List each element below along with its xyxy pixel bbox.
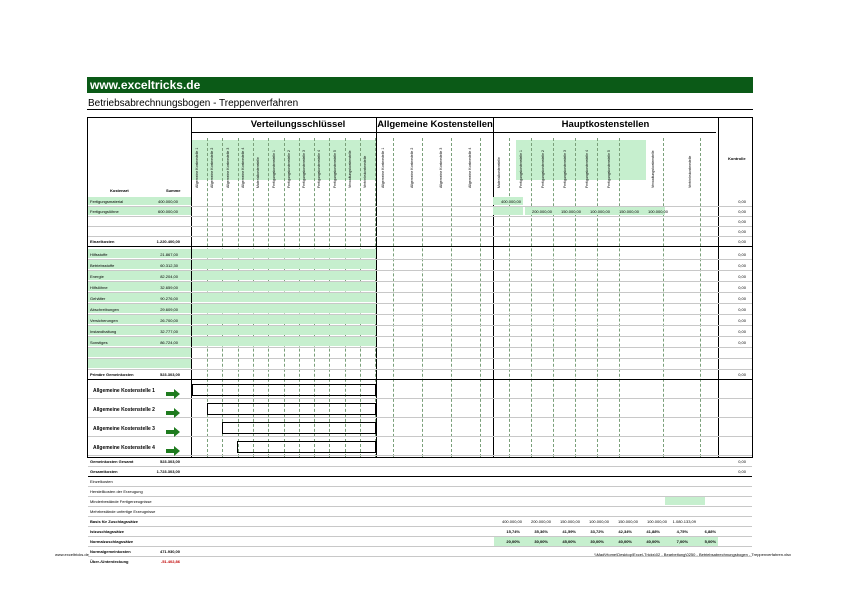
- row-rule: [88, 417, 752, 418]
- kontrolle-cell: 0,00: [738, 372, 746, 377]
- kostenart-label: Instandhaltung: [90, 329, 117, 334]
- ist-cell: 6,88%: [704, 529, 716, 534]
- kontrolle-cell: 0,00: [738, 469, 746, 474]
- row-rule: [88, 466, 752, 467]
- kostenart-label: Sonstiges: [90, 340, 108, 345]
- column-header: Allgemeine Kostenstelle 3: [439, 147, 443, 188]
- input-cell: [192, 304, 376, 313]
- column-header: Allgemeine Kostenstelle 2: [410, 147, 414, 188]
- row-rule: [88, 526, 752, 527]
- column-header: Verwaltungskostenstelle: [348, 150, 352, 188]
- fert-einzel: 200.000,00: [531, 209, 552, 214]
- total-sum: 1.723.303,00: [156, 469, 180, 474]
- section-verteilung: Verteilungsschlüssel: [250, 119, 346, 130]
- total-sum: 523.303,00: [159, 459, 180, 464]
- fert-einzel: 150.000,00: [560, 209, 581, 214]
- stage-label: Allgemeine Kostenstelle 4: [93, 445, 155, 451]
- normal-cell: 20,00%: [506, 539, 520, 544]
- column-gridline: [531, 138, 532, 457]
- kostenart-label: Versicherungen: [90, 318, 118, 323]
- column-header: Fertigungskostenstelle 2: [286, 150, 291, 188]
- kontrolle-cell: 0,00: [738, 329, 746, 334]
- column-header: Allgemeine Kostenstelle 2: [210, 147, 215, 188]
- summe-cell: 32.659,00: [160, 285, 178, 290]
- normal-cell: 7,00%: [676, 539, 688, 544]
- column-gridline: [619, 138, 620, 457]
- input-cell: [192, 282, 376, 291]
- site-banner: www.exceltricks.de: [87, 77, 753, 93]
- arrow-right-icon: [166, 386, 180, 396]
- column-gridline: [597, 138, 598, 457]
- arrow-right-icon: [166, 424, 180, 434]
- total-label: Gesamtkosten: [90, 469, 118, 474]
- stage-label: Allgemeine Kostenstelle 3: [93, 426, 155, 432]
- kostenart-label: Fertigungsmaterial: [90, 199, 124, 204]
- kontrolle-header: Kontrolle: [728, 156, 746, 161]
- kontrolle-cell: 0,00: [738, 219, 746, 224]
- arrow-right-icon: [166, 443, 180, 453]
- column-header: Allgemeine Kostenstelle 1: [381, 147, 385, 188]
- stage-key-box: [237, 441, 376, 453]
- basis-cell: 100.000,00: [646, 519, 667, 524]
- input-cell: [192, 326, 376, 335]
- column-gridline: [663, 138, 664, 457]
- ist-cell: 42,34%: [618, 529, 632, 534]
- fert-einzel: 100.000,00: [647, 209, 668, 214]
- row-rule: [88, 455, 752, 456]
- row-rule: [88, 496, 752, 497]
- column-header: Fertigungskostenstelle 3: [302, 150, 307, 188]
- primaer-sum: 523.303,00: [159, 372, 180, 377]
- title-underline: [87, 109, 753, 110]
- kontrolle-cell: 0,00: [738, 340, 746, 345]
- basis-cell: 100.000,00: [588, 519, 609, 524]
- input-cell: [88, 348, 191, 357]
- page-title: Betriebsabrechnungsbogen - Treppenverfahren: [88, 98, 299, 109]
- row-rule: [88, 506, 752, 507]
- row-rule: [88, 486, 752, 487]
- normalgemein-sum: 471.930,00: [159, 549, 180, 554]
- column-header: Materialkostenstelle: [497, 157, 501, 188]
- kontrolle-cell: 0,00: [738, 209, 746, 214]
- summe-header: Summe: [166, 188, 181, 193]
- kostenart-label: Abschreibungen: [90, 307, 119, 312]
- ueberunter-sum: -51.402,86: [160, 559, 180, 564]
- row-rule: [88, 516, 752, 517]
- column-header: Vertriebskostenstelle: [688, 155, 692, 188]
- row-rule: [88, 546, 752, 547]
- kontrolle-cell: 0,00: [738, 307, 746, 312]
- calc-label: Mehrbestände unfertige Erzeugnisse: [90, 509, 156, 514]
- column-header: Allgemeine Kostenstelle 4: [468, 147, 472, 188]
- summe-cell: 600.000,00: [157, 209, 178, 214]
- ist-cell: 41,59%: [562, 529, 576, 534]
- einzelkosten-label: Einzelkosten: [90, 239, 115, 244]
- row-rule: [88, 398, 752, 399]
- column-header: Allgemeine Kostenstelle 4: [240, 147, 245, 188]
- input-cell: [493, 207, 523, 215]
- input-cell: [192, 293, 376, 302]
- column-gridline: [422, 138, 423, 457]
- column-header: Fertigungskostenstelle 2: [541, 150, 545, 188]
- column-header: Allgemeine Kostenstelle 1: [195, 147, 199, 188]
- kontrolle-cell: 0,00: [738, 285, 746, 290]
- row-rule: [88, 476, 752, 477]
- row-rule: [88, 436, 752, 437]
- input-cell: [192, 337, 376, 346]
- input-cell: [192, 271, 376, 280]
- summe-cell: 21.867,00: [160, 252, 178, 257]
- kostenart-label: Betriebsstoffe: [90, 263, 115, 268]
- row-rule: [88, 246, 752, 247]
- normal-cell: 5,00%: [704, 539, 716, 544]
- stage-label: Allgemeine Kostenstelle 1: [93, 388, 155, 394]
- column-gridline: [480, 138, 481, 457]
- column-header: Fertigungskostenstelle 1: [271, 150, 276, 188]
- kostenart-label: Gehälter: [90, 296, 106, 301]
- ueberunter-label: Über-/Unterdeckung: [90, 559, 129, 564]
- einzelkosten-sum: 1.220.400,00: [156, 239, 180, 244]
- calc-label: Einzelkosten: [90, 479, 113, 484]
- basis-cell: 1.080.133,09: [672, 519, 696, 524]
- column-gridline: [700, 138, 701, 457]
- kontrolle-cell: 0,00: [738, 263, 746, 268]
- input-cell: [192, 249, 376, 258]
- kontrolle-cell: 0,00: [738, 296, 746, 301]
- basis-cell: 150.000,00: [559, 519, 580, 524]
- summe-cell: 82.204,00: [160, 274, 178, 279]
- calc-label: Minderbestände Fertigerzeugnisse: [90, 499, 152, 504]
- column-header: Fertigungskostenstelle 3: [563, 150, 567, 188]
- column-header: Materialkostenstelle: [256, 157, 261, 188]
- kontrolle-cell: 0,00: [738, 229, 746, 234]
- total-label: Gemeinkosten Gesamt: [90, 459, 134, 464]
- primaer-label: Primäre Gemeinkosten: [90, 372, 134, 377]
- kostenart-label: Hilfslöhne: [90, 285, 108, 290]
- normalgemein-label: Normalgemeinkosten: [90, 549, 131, 554]
- stage-key-box: [207, 403, 376, 415]
- kontrolle-cell: 0,00: [738, 252, 746, 257]
- haupt-header-band: [516, 140, 646, 180]
- column-header: Fertigungskostenstelle 5: [332, 150, 337, 188]
- row-rule: [88, 236, 752, 237]
- row-rule: [88, 369, 752, 370]
- fert-einzel: 150.000,00: [618, 209, 639, 214]
- stage-key-box: [192, 384, 376, 396]
- summe-cell: 32.777,00: [160, 329, 178, 334]
- column-header: Vertriebskostenstelle: [363, 155, 368, 188]
- calc-label: Herstellkosten der Erzeugung: [90, 489, 143, 494]
- normal-cell: 45,00%: [562, 539, 576, 544]
- column-gridline: [451, 138, 452, 457]
- ist-label: Istzuschlagssätze: [90, 529, 125, 534]
- footer-path: \\Mad\Home\Desktop\Excel-Tricks\02 - Bearbeitung\0250 - Betriebsabrechnungsbogen - Treppenverfahren.xlsx: [594, 552, 791, 557]
- row-rule: [88, 216, 752, 217]
- kontrolle-cell: 0,00: [738, 274, 746, 279]
- column-gridline: [509, 138, 510, 457]
- section-haupt: Hauptkostenstellen: [561, 119, 650, 130]
- ist-cell: 15,74%: [506, 529, 520, 534]
- summe-cell: 400.000,00: [157, 199, 178, 204]
- summe-cell: 90.276,00: [160, 296, 178, 301]
- basis-label: Basis für Zuschlagssätze: [90, 519, 139, 524]
- kontrolle-cell: 0,00: [738, 199, 746, 204]
- kostenart-header: Kostenart: [110, 188, 129, 193]
- summe-cell: 86.724,00: [160, 340, 178, 345]
- arrow-right-icon: [166, 405, 180, 415]
- kontrolle-cell: 0,00: [738, 459, 746, 464]
- basis-cell: 150.000,00: [617, 519, 638, 524]
- kostenart-label: Fertigungslöhne: [90, 209, 119, 214]
- ist-cell: 33,72%: [590, 529, 604, 534]
- column-header: Fertigungskostenstelle 4: [585, 150, 589, 188]
- column-header: Fertigungskostenstelle 4: [317, 150, 322, 188]
- column-header: Verwaltungskostenstelle: [651, 150, 655, 188]
- summe-cell: 60.312,30: [160, 263, 178, 268]
- column-header: Fertigungskostenstelle 1: [519, 150, 523, 188]
- basis-cell: 400.000,00: [501, 519, 522, 524]
- basis-cell: 200.000,00: [530, 519, 551, 524]
- section-allgemein: Allgemeine Kostenstellen: [377, 119, 493, 130]
- column-gridline: [575, 138, 576, 457]
- kostenart-label: Hilfsstoffe: [90, 252, 108, 257]
- column-gridline: [553, 138, 554, 457]
- normal-cell: 30,00%: [590, 539, 604, 544]
- normal-cell: 40,00%: [646, 539, 660, 544]
- material-einzel: 400.000,00: [500, 199, 521, 204]
- row-rule: [88, 379, 752, 380]
- input-cell: [88, 359, 191, 368]
- fert-einzel: 100.000,00: [589, 209, 610, 214]
- input-cell: [665, 497, 705, 505]
- stage-label: Allgemeine Kostenstelle 2: [93, 407, 155, 413]
- kontrolle-cell: 0,00: [738, 239, 746, 244]
- summe-cell: 26.700,00: [160, 318, 178, 323]
- ist-cell: 35,36%: [534, 529, 548, 534]
- ist-cell: 41,88%: [646, 529, 660, 534]
- column-header: Fertigungskostenstelle 5: [607, 150, 611, 188]
- summe-cell: 29.609,00: [160, 307, 178, 312]
- normal-cell: 40,00%: [618, 539, 632, 544]
- column-gridline: [393, 138, 394, 457]
- footer-left: www.exceltricks.de: [55, 552, 89, 557]
- input-cell: [192, 260, 376, 269]
- input-cell: [192, 315, 376, 324]
- stage-key-box: [222, 422, 376, 434]
- normal-cell: 30,00%: [534, 539, 548, 544]
- row-rule: [88, 226, 752, 227]
- kontrolle-cell: 0,00: [738, 318, 746, 323]
- ist-cell: 4,75%: [676, 529, 688, 534]
- column-header: Allgemeine Kostenstelle 3: [225, 147, 230, 188]
- normal-label: Normalzuschlagssätze: [90, 539, 134, 544]
- kostenart-label: Energie: [90, 274, 104, 279]
